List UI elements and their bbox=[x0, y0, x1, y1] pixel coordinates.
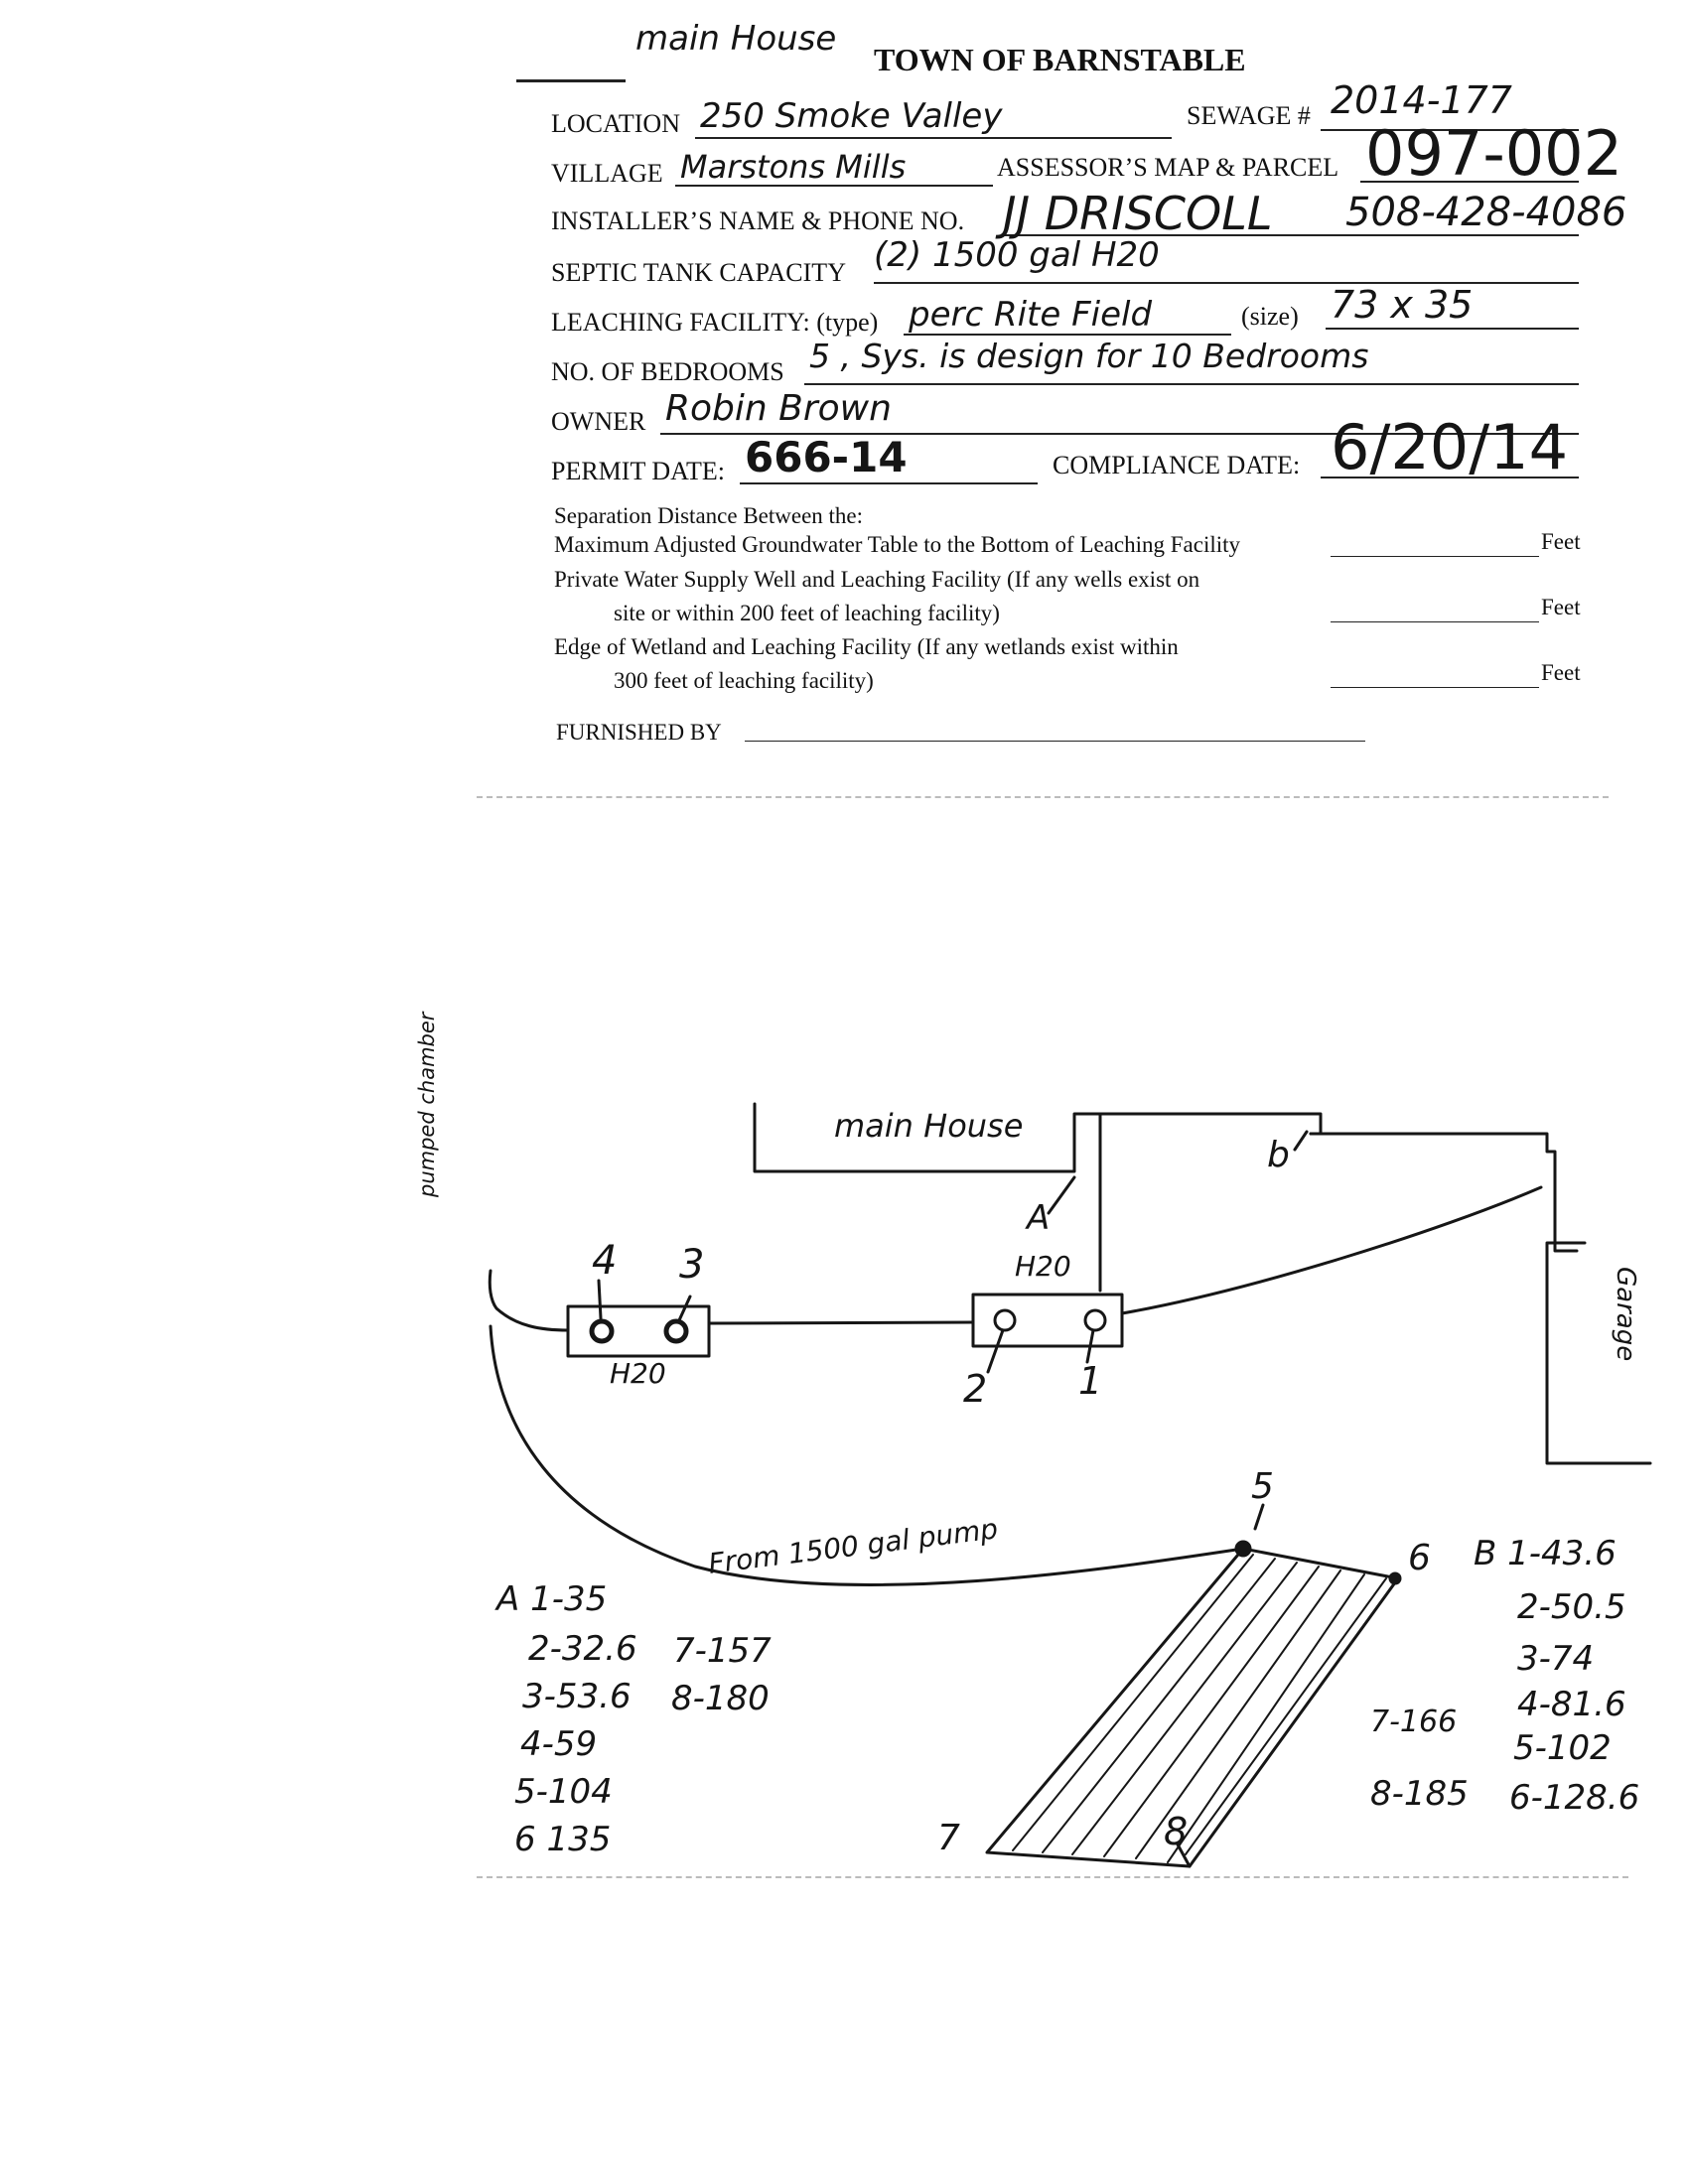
num-4: 4 bbox=[592, 1238, 618, 1284]
a-measure: A 1-35 bbox=[496, 1579, 608, 1619]
septic-value: (2) 1500 gal H20 bbox=[874, 235, 1160, 275]
label-a: A bbox=[1027, 1198, 1051, 1238]
garage-label: Garage bbox=[1611, 1267, 1640, 1362]
separation-heading: Separation Distance Between the: bbox=[554, 503, 864, 528]
separation-line-2b: site or within 200 feet of leaching facility) bbox=[614, 601, 1000, 625]
location-label: LOCATION bbox=[551, 109, 680, 138]
separation-line-3b: 300 feet of leaching facility) bbox=[614, 668, 874, 693]
label-b: b bbox=[1267, 1135, 1290, 1175]
leader-3 bbox=[679, 1297, 690, 1320]
tank-right-cover-2 bbox=[995, 1310, 1015, 1330]
b-measure: 3-74 bbox=[1517, 1639, 1595, 1679]
a-measure: 2-32.6 bbox=[528, 1629, 637, 1669]
furnished-by-label: FURNISHED BY bbox=[556, 720, 722, 745]
bedrooms-label: NO. OF BEDROOMS bbox=[551, 357, 784, 386]
feet-unit-3: Feet bbox=[1541, 660, 1581, 685]
leader-a bbox=[1049, 1177, 1074, 1213]
leaching-field bbox=[987, 1549, 1398, 1866]
tank-right-label: H20 bbox=[1015, 1250, 1071, 1283]
b-measure: B 1-43.6 bbox=[1474, 1534, 1617, 1573]
pumped-chamber-note: pumped chamber bbox=[415, 1012, 439, 1197]
installer-value: JJ DRISCOLL bbox=[1003, 187, 1273, 240]
compliance-date-label: COMPLIANCE DATE: bbox=[1053, 451, 1301, 479]
tank-left-cover-4 bbox=[592, 1321, 612, 1341]
separation-line-2a: Private Water Supply Well and Leaching Facility (If any wells exist on bbox=[554, 567, 1200, 592]
installer-phone: 508-428-4086 bbox=[1345, 190, 1627, 235]
field-point-5 bbox=[1236, 1542, 1250, 1556]
b-measure: 5-102 bbox=[1513, 1728, 1612, 1768]
sewage-label: SEWAGE # bbox=[1187, 101, 1311, 130]
scan-artifact-bottom bbox=[477, 1876, 1628, 1878]
num-2: 2 bbox=[963, 1367, 988, 1411]
compliance-date-value: 6/20/14 bbox=[1331, 411, 1569, 483]
pipe-note: From 1500 gal pump bbox=[706, 1512, 1000, 1580]
tank-left-label: H20 bbox=[610, 1357, 666, 1390]
b-measure: 7-166 bbox=[1370, 1705, 1458, 1739]
b-measure: 6-128.6 bbox=[1509, 1778, 1640, 1818]
top-note: main House bbox=[635, 19, 837, 59]
sewage-value: 2014-177 bbox=[1331, 78, 1512, 122]
assessor-value: 097-002 bbox=[1365, 117, 1623, 190]
a-measure: 5-104 bbox=[514, 1772, 613, 1812]
size-label: (size) bbox=[1241, 302, 1299, 331]
permit-date-value: 666-14 bbox=[745, 433, 908, 481]
owner-value: Robin Brown bbox=[665, 388, 892, 429]
feet-unit-2: Feet bbox=[1541, 595, 1581, 619]
leaching-label: LEACHING FACILITY: (type) bbox=[551, 308, 879, 337]
village-label: VILLAGE bbox=[551, 159, 663, 188]
tank-right-cover-1 bbox=[1085, 1310, 1105, 1330]
house-label: main House bbox=[834, 1107, 1024, 1145]
tank-left-cover-3 bbox=[666, 1321, 686, 1341]
village-value: Marstons Mills bbox=[680, 148, 907, 186]
bedrooms-value: 5 , Sys. is design for 10 Bedrooms bbox=[809, 337, 1369, 375]
pipe-left-inlet bbox=[490, 1271, 568, 1330]
leader-b bbox=[1295, 1132, 1307, 1150]
leader-2 bbox=[988, 1330, 1003, 1372]
a-measure: 6 135 bbox=[514, 1820, 612, 1859]
pipe-tank-to-tank bbox=[709, 1322, 973, 1323]
num-8: 8 bbox=[1164, 1810, 1189, 1853]
house-corner bbox=[1311, 1134, 1577, 1251]
b-measure: 4-81.6 bbox=[1517, 1685, 1626, 1724]
b-measure: 2-50.5 bbox=[1517, 1587, 1626, 1627]
num-3: 3 bbox=[679, 1242, 705, 1288]
a-measure: 7-157 bbox=[673, 1631, 772, 1671]
b-measure: 8-185 bbox=[1370, 1774, 1469, 1814]
assessor-label: ASSESSOR’S MAP & PARCEL bbox=[997, 153, 1339, 182]
num-5: 5 bbox=[1251, 1466, 1274, 1507]
leader-5 bbox=[1255, 1505, 1263, 1529]
a-measure: 8-180 bbox=[671, 1679, 770, 1718]
field-point-6 bbox=[1390, 1573, 1400, 1583]
size-value: 73 x 35 bbox=[1331, 283, 1474, 327]
leaching-value: perc Rite Field bbox=[909, 295, 1153, 335]
num-1: 1 bbox=[1078, 1359, 1103, 1403]
separation-line-1: Maximum Adjusted Groundwater Table to the Bottom of Leaching Facility bbox=[554, 532, 1241, 557]
permit-date-label: PERMIT DATE: bbox=[551, 457, 726, 485]
form-title: TOWN OF BARNSTABLE bbox=[874, 42, 1246, 77]
pipe-tank-to-house bbox=[1122, 1187, 1541, 1313]
num-7: 7 bbox=[937, 1818, 960, 1858]
leader-4 bbox=[599, 1281, 601, 1318]
separation-line-3a: Edge of Wetland and Leaching Facility (If any wetlands exist within bbox=[554, 634, 1179, 659]
feet-unit-1: Feet bbox=[1541, 529, 1581, 554]
a-measure: 3-53.6 bbox=[522, 1677, 632, 1716]
septic-label: SEPTIC TANK CAPACITY bbox=[551, 258, 846, 287]
num-6: 6 bbox=[1408, 1538, 1431, 1578]
a-measure: 4-59 bbox=[520, 1724, 598, 1764]
location-value: 250 Smoke Valley bbox=[700, 96, 1003, 136]
owner-label: OWNER bbox=[551, 407, 646, 436]
installer-label: INSTALLER’S NAME & PHONE NO. bbox=[551, 206, 965, 235]
